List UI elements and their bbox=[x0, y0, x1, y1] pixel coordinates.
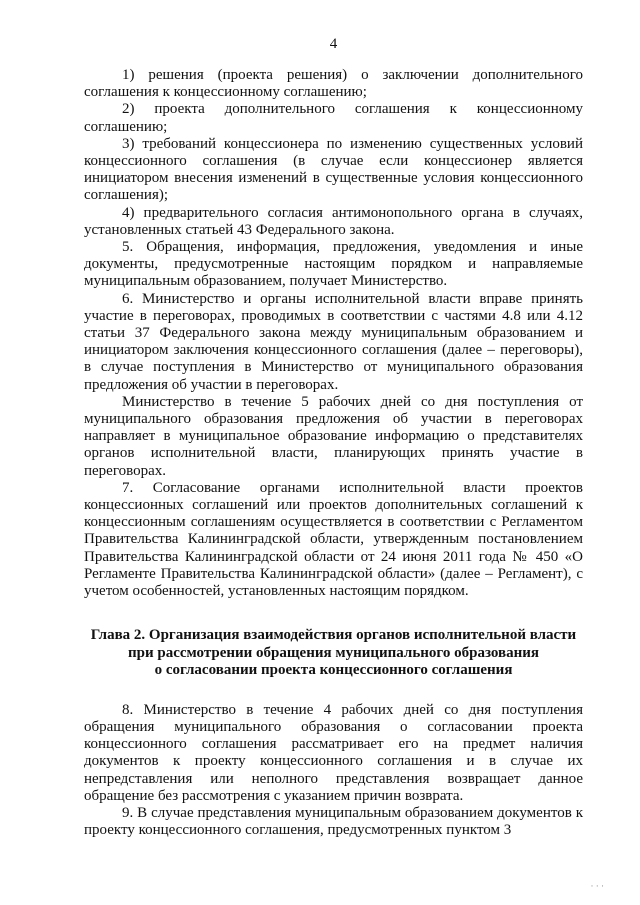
paragraph-clause-7: 7. Согласование органами исполнительной власти проектов концессионных соглашений или проектов дополнительных соглашений к концессионным соглашениям осуществляется в соответствии с Регламентом Правительства Калининградской области, утвержденным постановлением Правительства Калининградской области от 24 июня 2011 года № 450 «О Регламенте Правительства Калининградской области» (далее – Регламент), с учетом особенностей, установленных настоящим порядком. bbox=[84, 479, 583, 600]
paragraph-clause-6-continued: Министерство в течение 5 рабочих дней со дня поступления от муниципального образования предложения об участии в переговорах направляет в муниципальное образование информацию о представителях органов исполнительной власти, планирующих принять участие в переговорах. bbox=[84, 393, 583, 479]
paragraph-item-2: 2) проекта дополнительного соглашения к концессионному соглашению; bbox=[84, 101, 583, 135]
paragraph-item-4: 4) предварительного согласия антимонопольного органа в случаях, установленных статьей 43 Федерального закона. bbox=[84, 204, 583, 238]
paragraph-clause-5: 5. Обращения, информация, предложения, уведомления и иные документы, предусмотренные настоящим порядком и направляемые муниципальным образованием, получает Министерство. bbox=[84, 239, 583, 290]
corner-mark: · · · bbox=[590, 881, 604, 891]
paragraph-item-3: 3) требований концессионера по изменению существенных условий концессионного соглашения (в случае если концессионер является инициатором внесения изменений в существенные условия концессионного соглашения); bbox=[84, 135, 583, 204]
paragraph-item-1: 1) решения (проекта решения) о заключении дополнительного соглашения к концессионному соглашению; bbox=[84, 67, 583, 101]
chapter-heading-line-2: при рассмотрении обращения муниципального образования bbox=[127, 644, 540, 661]
chapter-heading bbox=[84, 627, 583, 680]
paragraph-clause-6: 6. Министерство и органы исполнительной власти вправе принять участие в переговорах, проводимых в соответствии с частями 4.8 или 4.12 статьи 37 Федерального закона между муниципальным образованием и инициатором заключения концессионного соглашения (далее – переговоры), в случае поступления в Министерство от муниципального образования предложения об участии в переговорах. bbox=[84, 290, 583, 393]
chapter-heading-line-3: о согласовании проекта концессионного соглашения bbox=[154, 662, 513, 679]
page-number: 4 bbox=[329, 36, 338, 52]
chapter-heading-line-1: Глава 2. Организация взаимодействия органов исполнительной власти bbox=[90, 627, 577, 644]
paragraph-clause-9: 9. В случае представления муниципальным образованием документов к проекту концессионного соглашения, предусмотренных пунктом 3 bbox=[84, 805, 583, 839]
paragraph-clause-8: 8. Министерство в течение 4 рабочих дней со дня поступления обращения муниципального образования о согласовании проекта концессионного соглашения рассматривает его на предмет наличия документов к проекту концессионного соглашения и в случае их непредставления или неполного представления возвращает данное обращение без рассмотрения с указанием причин возврата. bbox=[84, 701, 583, 804]
